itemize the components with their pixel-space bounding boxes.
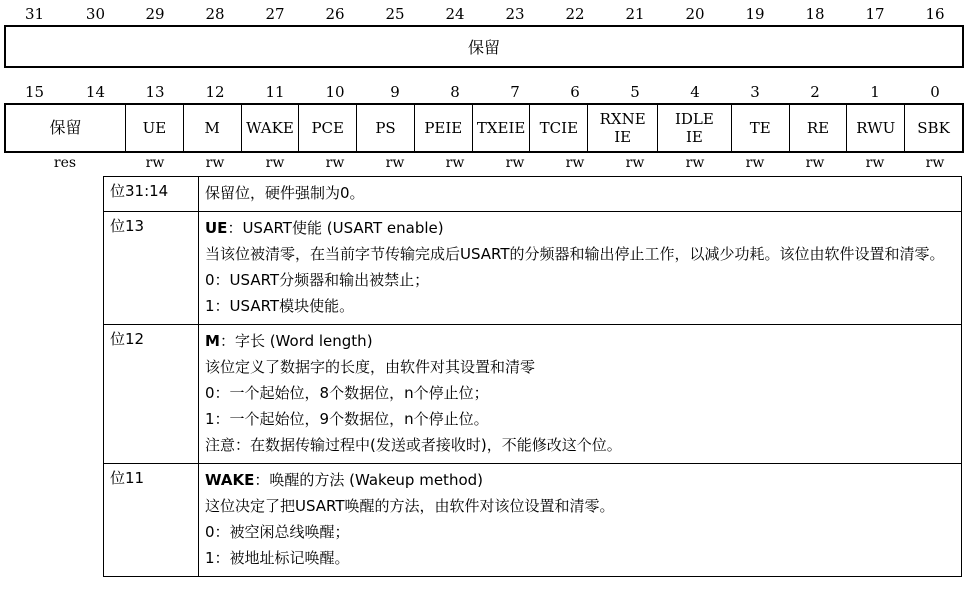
description-line: 注意：在数据传输过程中(发送或者接收时)，不能修改这个位。 bbox=[205, 436, 622, 454]
bit-number: 8 bbox=[450, 83, 460, 101]
bit-number: 3 bbox=[750, 83, 760, 101]
bit-description bbox=[199, 325, 962, 464]
bit-description bbox=[199, 177, 962, 212]
field-pce: PCE bbox=[298, 105, 356, 151]
table-row bbox=[104, 464, 962, 577]
bit-label: 位31:14 bbox=[104, 177, 199, 212]
field-ue: UE bbox=[125, 105, 183, 151]
bit-number: 28 bbox=[205, 5, 225, 23]
description-line: 0：被空闲总线唤醒； bbox=[205, 523, 350, 541]
field-rwu: RWU bbox=[846, 105, 904, 151]
bit-number: 11 bbox=[265, 83, 285, 101]
description-line: 0：一个起始位，8个数据位，n个停止位； bbox=[205, 384, 489, 402]
bit-number: 27 bbox=[265, 5, 285, 23]
field-re: RE bbox=[789, 105, 847, 151]
high-bit-numbers bbox=[5, 4, 965, 24]
access-type: res bbox=[53, 155, 77, 171]
description-line: 1：一个起始位，9个数据位，n个停止位。 bbox=[205, 410, 489, 428]
bit-number: 15 bbox=[25, 83, 45, 101]
bit-number: 13 bbox=[145, 83, 165, 101]
bit-number: 31 bbox=[25, 5, 45, 23]
bit-number: 17 bbox=[865, 5, 885, 23]
access-type: rw bbox=[505, 155, 525, 171]
reserved-high-field bbox=[4, 25, 964, 68]
bit-number: 1 bbox=[870, 83, 880, 101]
field-idleie: IDLE IE bbox=[657, 105, 731, 151]
bit-number: 23 bbox=[505, 5, 525, 23]
description-line: 1：USART模块使能。 bbox=[205, 297, 355, 315]
description-title: WAKE：唤醒的方法 (Wakeup method) bbox=[205, 471, 484, 489]
field-reserved: 保留 bbox=[49, 118, 82, 137]
bit-label: 位11 bbox=[104, 464, 199, 577]
description-line: 该位定义了数据字的长度，由软件对其设置和清零 bbox=[205, 358, 536, 376]
bit-label: 位12 bbox=[104, 325, 199, 464]
bit-number: 6 bbox=[570, 83, 580, 101]
field-wake: WAKE bbox=[241, 105, 299, 151]
bit-number: 21 bbox=[625, 5, 645, 23]
access-type: rw bbox=[325, 155, 345, 171]
field-name: M bbox=[205, 332, 220, 350]
access-type: rw bbox=[745, 155, 765, 171]
access-type: rw bbox=[565, 155, 585, 171]
table-row bbox=[104, 212, 962, 325]
bit-number: 12 bbox=[205, 83, 225, 101]
description-line: 这位决定了把USART唤醒的方法，由软件对该位设置和清零。 bbox=[205, 497, 615, 515]
field-txeie: TXEIE bbox=[472, 105, 530, 151]
access-row bbox=[5, 153, 965, 173]
description-title: 保留位，硬件强制为0。 bbox=[205, 184, 365, 202]
bit-description bbox=[199, 212, 962, 325]
table-row bbox=[104, 325, 962, 464]
access-type: rw bbox=[205, 155, 225, 171]
bit-number: 0 bbox=[930, 83, 940, 101]
description-line: 0：USART分频器和输出被禁止； bbox=[205, 271, 430, 289]
access-type: rw bbox=[805, 155, 825, 171]
access-type: rw bbox=[265, 155, 285, 171]
bit-number: 25 bbox=[385, 5, 405, 23]
access-type: rw bbox=[445, 155, 465, 171]
bit-number: 5 bbox=[630, 83, 640, 101]
access-type: rw bbox=[385, 155, 405, 171]
description-title: UE：USART使能 (USART enable) bbox=[205, 219, 444, 237]
bit-number: 29 bbox=[145, 5, 165, 23]
bit-number: 18 bbox=[805, 5, 825, 23]
bit-number: 9 bbox=[390, 83, 400, 101]
access-type: rw bbox=[625, 155, 645, 171]
field-peie: PEIE bbox=[414, 105, 472, 151]
bit-number: 26 bbox=[325, 5, 345, 23]
bit-number: 10 bbox=[325, 83, 345, 101]
field-rxneie: RXNE IE bbox=[587, 105, 657, 151]
access-type: rw bbox=[685, 155, 705, 171]
field-m: M bbox=[183, 105, 241, 151]
description-title: M：字长 (Word length) bbox=[205, 332, 373, 350]
bit-label: 位13 bbox=[104, 212, 199, 325]
field-name: UE bbox=[205, 219, 228, 237]
bit-number: 22 bbox=[565, 5, 585, 23]
register-fields-row bbox=[4, 103, 964, 153]
bit-number: 16 bbox=[925, 5, 945, 23]
access-type: rw bbox=[925, 155, 945, 171]
bit-description bbox=[199, 464, 962, 577]
access-type: rw bbox=[145, 155, 165, 171]
bit-number: 4 bbox=[690, 83, 700, 101]
bit-number: 7 bbox=[510, 83, 520, 101]
bit-description-table bbox=[103, 176, 962, 577]
field-tcie: TCIE bbox=[529, 105, 587, 151]
description-line: 当该位被清零，在当前字节传输完成后USART的分频器和输出停止工作，以减少功耗。该位由软件设置和清零。 bbox=[205, 245, 945, 263]
field-ps: PS bbox=[356, 105, 414, 151]
access-type: rw bbox=[865, 155, 885, 171]
bit-number: 30 bbox=[85, 5, 105, 23]
description-line: 1：被地址标记唤醒。 bbox=[205, 549, 350, 567]
low-bit-numbers bbox=[5, 82, 965, 102]
field-name: WAKE bbox=[205, 471, 255, 489]
bit-number: 14 bbox=[85, 83, 105, 101]
field-te: TE bbox=[731, 105, 789, 151]
reserved-high-label: 保留 bbox=[467, 38, 500, 57]
bit-number: 20 bbox=[685, 5, 705, 23]
table-row bbox=[104, 177, 962, 212]
bit-number: 24 bbox=[445, 5, 465, 23]
bit-number: 2 bbox=[810, 83, 820, 101]
field-sbk: SBK bbox=[904, 105, 962, 151]
bit-number: 19 bbox=[745, 5, 765, 23]
